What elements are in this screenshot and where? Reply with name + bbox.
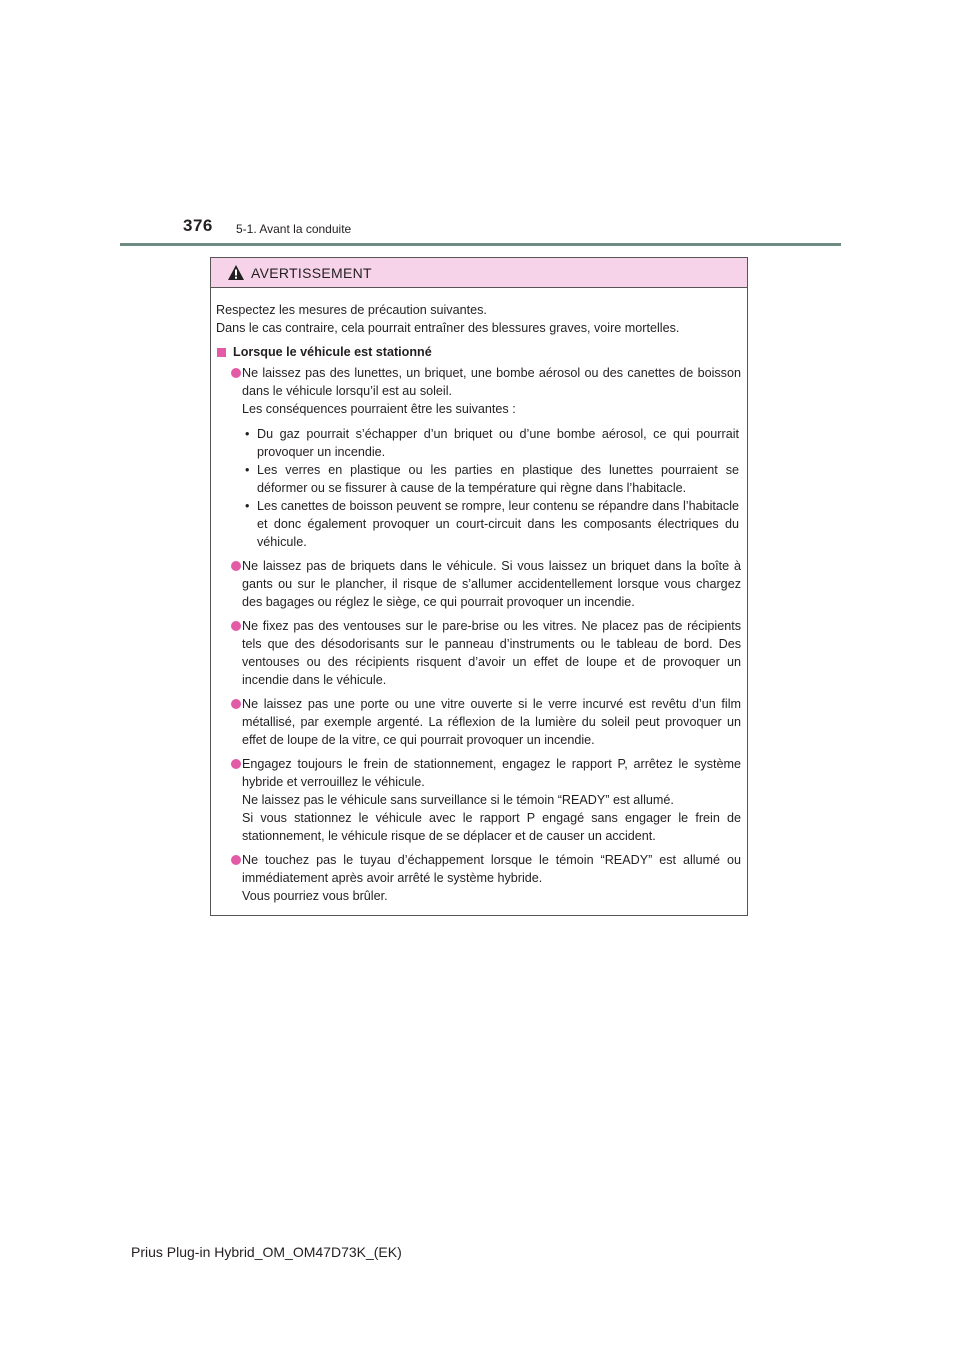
sub-list-item	[242, 461, 741, 497]
bullet-paragraph: Ne laissez pas le véhicule sans surveillance si le témoin “READY” est allumé.	[242, 793, 674, 807]
sub-list	[242, 425, 741, 551]
small-dot-icon: •	[245, 499, 250, 513]
footer-document-id: Prius Plug-in Hybrid_OM_OM47D73K_(EK)	[131, 1244, 402, 1260]
square-bullet-icon	[217, 348, 226, 357]
small-dot-icon: •	[245, 427, 250, 441]
bullet-paragraph: Ne touchez pas le tuyau d’échappement lorsque le témoin “READY” est allumé ou immédiatement après avoir arrêté le système hybride.	[242, 853, 741, 885]
bullet-item	[216, 617, 741, 689]
bullet-paragraph: Si vous stationnez le véhicule avec le rapport P engagé sans engager le frein de stationnement, le véhicule risque de se déplacer et de causer un accident.	[242, 811, 741, 843]
bullet-paragraph: Ne fixez pas des ventouses sur le pare-brise ou les vitres. Ne placez pas de récipients tels que des désodorisants sur le panneau d’instruments ou le tableau de bord. Des ventouses ou des récipients risquent d’avoir un effet de loupe et de provoquer un incendie dans le véhicule.	[242, 619, 741, 687]
sub-list-item	[242, 497, 741, 551]
bullet-paragraph: Vous pourriez vous brûler.	[242, 889, 388, 903]
intro-line: Dans le cas contraire, cela pourrait entraîner des blessures graves, voire mortelles.	[216, 321, 680, 335]
round-bullet-icon	[231, 561, 241, 571]
bullet-paragraph: Les conséquences pourraient être les suivantes :	[242, 402, 516, 416]
warning-body	[211, 288, 747, 905]
round-bullet-icon	[231, 699, 241, 709]
bullet-item	[216, 851, 741, 905]
bullet-item	[216, 364, 741, 551]
bullet-item	[216, 695, 741, 749]
sub-list-text: Les verres en plastique ou les parties en plastique des lunettes pourraient se déformer ou se fissurer à cause de la température qui règne dans l’habitacle.	[257, 463, 739, 495]
bullet-item	[216, 755, 741, 845]
warning-title: AVERTISSEMENT	[251, 264, 372, 281]
round-bullet-icon	[231, 759, 241, 769]
intro	[216, 301, 741, 337]
bullet-paragraph: Ne laissez pas de briquets dans le véhicule. Si vous laissez un briquet dans la boîte à gants ou sur le plancher, il risque de s’allumer accidentellement lorsque vous chargez des bagages ou réglez le siège, ce qui pourrait provoquer un incendie.	[242, 559, 741, 609]
round-bullet-icon	[231, 368, 241, 378]
round-bullet-icon	[231, 855, 241, 865]
warning-triangle-icon	[227, 264, 245, 281]
warning-header	[211, 258, 747, 288]
header-rule	[120, 243, 841, 246]
page-number: 376	[183, 216, 213, 235]
subheading	[216, 343, 741, 361]
bullet-paragraph: Engagez toujours le frein de stationnement, engagez le rapport P, arrêtez le système hybride et verrouillez le véhicule.	[242, 757, 741, 789]
bullet-item	[216, 557, 741, 611]
intro-line: Respectez les mesures de précaution suivantes.	[216, 303, 487, 317]
small-dot-icon: •	[245, 463, 250, 477]
round-bullet-icon	[231, 621, 241, 631]
bullet-paragraph: Ne laissez pas des lunettes, un briquet, une bombe aérosol ou des canettes de boisson dans le véhicule lorsqu’il est au soleil.	[242, 366, 741, 398]
sub-list-text: Les canettes de boisson peuvent se rompre, leur contenu se répandre dans l’habitacle et donc également provoquer un court-circuit dans les composants électriques du véhicule.	[257, 499, 739, 549]
warning-box	[210, 257, 748, 916]
subheading-text: Lorsque le véhicule est stationné	[233, 345, 432, 359]
bullet-paragraph: Ne laissez pas une porte ou une vitre ouverte si le verre incurvé est revêtu d’un film métallisé, par exemple argenté. La réflexion de la lumière du soleil peut provoquer un effet de loupe de la vitre, ce qui pourrait provoquer un incendie.	[242, 697, 741, 747]
section-title: 5-1. Avant la conduite	[236, 222, 352, 236]
sub-list-item	[242, 425, 741, 461]
sub-list-text: Du gaz pourrait s’échapper d’un briquet ou d’une bombe aérosol, ce qui pourrait provoquer un incendie.	[257, 427, 739, 459]
